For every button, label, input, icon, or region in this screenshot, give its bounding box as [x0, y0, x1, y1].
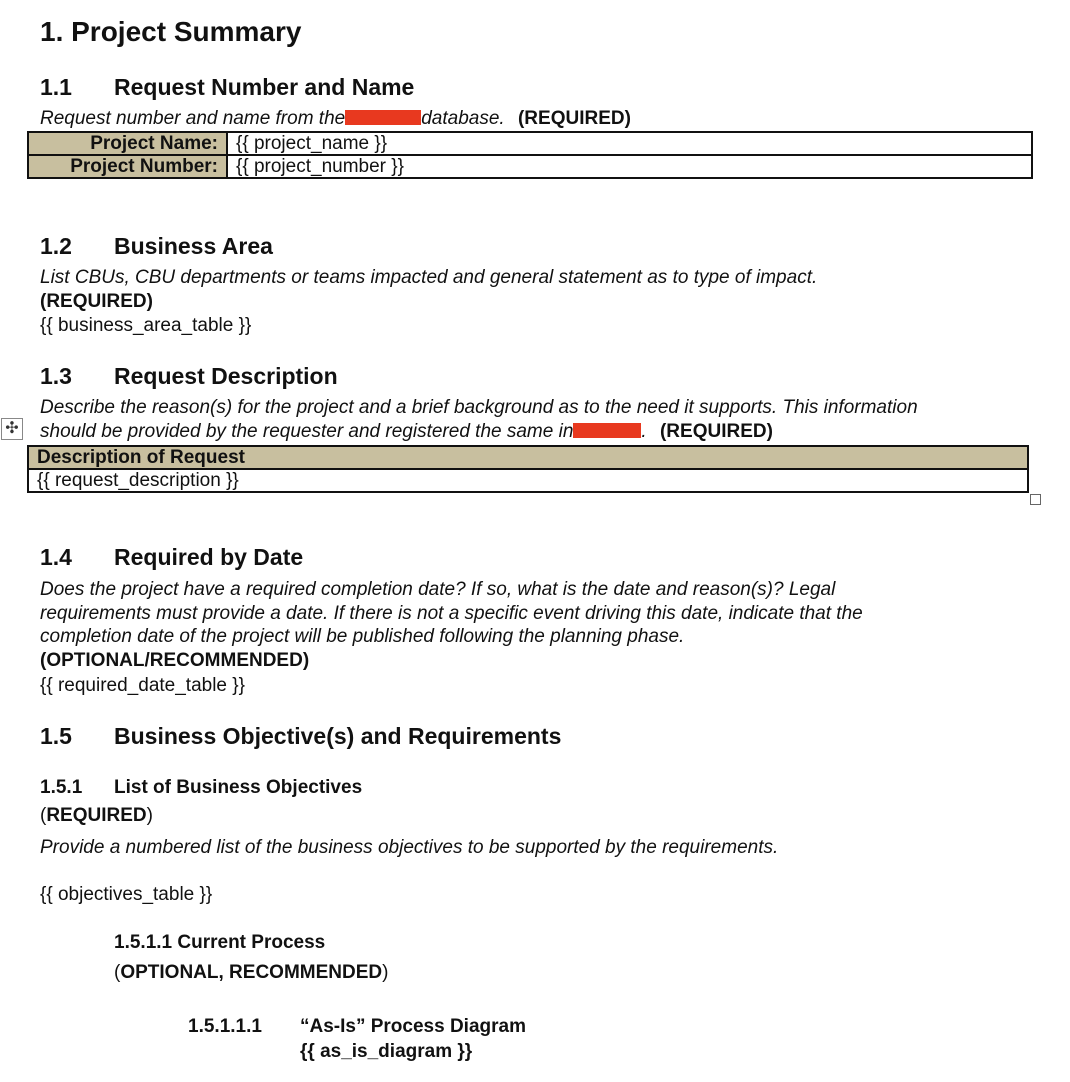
objectives-placeholder[interactable]: {{ objectives_table }}: [40, 884, 213, 905]
project-number-label: Project Number:: [28, 155, 227, 178]
heading-text: List of Business Objectives: [114, 777, 363, 798]
heading-number: 1.1: [40, 74, 72, 100]
heading-text: Business Area: [114, 233, 273, 259]
heading-text: Request Description: [114, 363, 338, 389]
project-number-value[interactable]: {{ project_number }}: [227, 155, 1032, 178]
table-move-handle-icon[interactable]: ✣: [1, 418, 23, 440]
heading-text: Business Objective(s) and Requirements: [114, 723, 562, 749]
required-tag-1-5-1: [40, 805, 153, 827]
paren: ): [382, 962, 389, 983]
instruction-1-1: [40, 108, 631, 130]
instruction-1-3-line-1: Describe the reason(s) for the project and a brief background as to the need it supports. This information: [40, 397, 918, 418]
table-row: [28, 469, 1028, 492]
heading-number: 1.3: [40, 363, 72, 389]
instruction-1-4-line-1: Does the project have a required completion date? If so, what is the date and reason(s)? Legal: [40, 579, 836, 600]
instruction-text: Request number and name from the: [40, 108, 346, 129]
tag-word: OPTIONAL, RECOMMENDED: [120, 962, 383, 983]
instruction-1-5-1: Provide a numbered list of the business objectives to be supported by the requirements.: [40, 837, 779, 858]
instruction-text: .: [641, 421, 647, 442]
redaction-block: [573, 423, 641, 438]
heading-text: Required by Date: [114, 544, 304, 570]
heading-number: 1.2: [40, 233, 72, 259]
table-row: [28, 155, 1032, 178]
instruction-text: should be provided by the requester and registered the same in: [40, 421, 574, 442]
description-header: Description of Request: [28, 446, 1028, 469]
instruction-1-4-line-2: requirements must provide a date. If there is not a specific event driving this date, indicate that the: [40, 603, 863, 624]
project-name-label: Project Name:: [28, 132, 227, 155]
request-description-table: [27, 445, 1029, 493]
heading-number: 1.5.1.1: [114, 932, 173, 953]
heading-1-1: [40, 74, 414, 101]
description-value[interactable]: {{ request_description }}: [28, 469, 1028, 492]
heading-1-5-1-1: [114, 932, 325, 954]
table-row: [28, 446, 1028, 469]
required-tag: (REQUIRED): [517, 108, 631, 129]
optional-tag: (OPTIONAL/RECOMMENDED): [40, 650, 310, 671]
table-resize-handle-icon[interactable]: [1030, 494, 1041, 505]
paren: ): [146, 805, 153, 826]
optional-tag-1-5-1-1: [114, 962, 388, 984]
instruction-text: database.: [421, 108, 505, 129]
project-info-table: [27, 131, 1033, 179]
heading-number: 1.5: [40, 723, 72, 749]
heading-1-2: [40, 233, 273, 260]
heading-number: 1.4: [40, 544, 72, 570]
heading-1-5-1: [40, 777, 362, 799]
heading-number: 1.5.1: [40, 777, 83, 798]
tag-word: REQUIRED: [46, 805, 147, 826]
heading-1-5-1-1-1-title: “As-Is” Process Diagram: [300, 1016, 526, 1037]
paren: (: [114, 962, 121, 983]
heading-1-5-1-1-1-number: 1.5.1.1.1: [188, 1016, 262, 1037]
as-is-diagram-placeholder[interactable]: {{ as_is_diagram }}: [300, 1041, 473, 1062]
required-date-placeholder[interactable]: {{ required_date_table }}: [40, 675, 245, 696]
heading-text: Current Process: [177, 932, 326, 953]
heading-1-4: [40, 544, 303, 571]
business-area-placeholder[interactable]: {{ business_area_table }}: [40, 315, 252, 336]
project-name-value[interactable]: {{ project_name }}: [227, 132, 1032, 155]
heading-text: Request Number and Name: [114, 74, 415, 100]
paren: (: [40, 805, 47, 826]
heading-1-3: [40, 363, 338, 390]
required-tag: (REQUIRED): [40, 291, 153, 312]
instruction-1-2: List CBUs, CBU departments or teams impacted and general statement as to type of impact.: [40, 267, 818, 288]
required-tag: (REQUIRED): [659, 421, 773, 442]
instruction-1-4-line-3: completion date of the project will be published following the planning phase.: [40, 626, 685, 647]
heading-1-5: [40, 723, 561, 750]
table-row: [28, 132, 1032, 155]
redaction-block: [345, 110, 421, 125]
instruction-1-3-line-2: [40, 421, 773, 443]
document-title: 1. Project Summary: [40, 16, 302, 47]
